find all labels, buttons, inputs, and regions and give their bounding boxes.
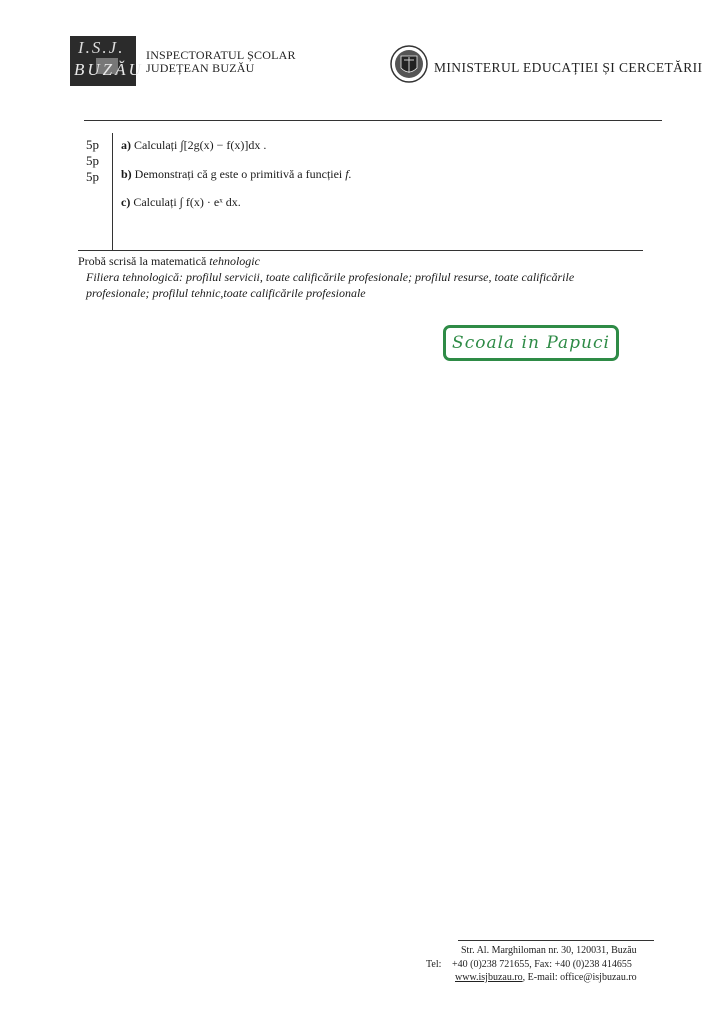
exercise-a-label: a) [121, 138, 131, 152]
footer-website-link[interactable]: www.isjbuzau.ro [455, 972, 523, 983]
exercise-b [121, 167, 352, 182]
exam-filiera: Filiera tehnologică: profilul servicii, toate calificările profesionale; profilul resurse, toate calificările profesionale; profilul tehnic,toate calificările profesionale [86, 270, 575, 300]
inspectorat-line-1: INSPECTORATUL ȘCOLAR [146, 48, 296, 62]
exercise-divider [78, 250, 643, 251]
stamp-text: Scoala in Papuci [452, 333, 610, 353]
isj-logo-initials: I.S.J. [78, 38, 125, 57]
exercise-c [121, 195, 241, 210]
footer-divider [458, 940, 654, 941]
exam-title-profile: tehnologic [209, 254, 260, 268]
exercise-b-function: f. [345, 167, 352, 181]
points-divider [112, 133, 113, 251]
watermark-stamp [443, 325, 619, 361]
coat-of-arms-icon [390, 44, 428, 84]
footer-email: , E-mail: office@isjbuzau.ro [522, 972, 637, 983]
points-c: 5p [86, 169, 99, 184]
header-divider [84, 120, 662, 121]
footer-phones: +40 (0)238 721655, Fax: +40 (0)238 414655 [452, 959, 632, 970]
exercise-a [121, 138, 266, 153]
footer-address: Str. Al. Marghiloman nr. 30, 120031, Buzău [461, 945, 637, 956]
exercise-c-text: Calculați ∫ f(x) · eˣ dx. [133, 195, 241, 209]
isj-logo [70, 36, 144, 86]
footer-tel-label: Tel: [426, 959, 442, 970]
inspectorat-name [146, 49, 296, 75]
exercise-b-text: Demonstrați că g este o primitivă a funcției [134, 167, 343, 181]
points-column [86, 137, 99, 185]
footer-contact [455, 972, 637, 983]
points-a: 5p [86, 137, 99, 152]
exercise-a-text: Calculați ∫[2g(x) − f(x)]dx . [134, 138, 267, 152]
exercise-b-label: b) [121, 167, 132, 181]
isj-logo-city: BUZĂU [74, 60, 144, 79]
points-b: 5p [86, 153, 99, 168]
exercise-c-label: c) [121, 195, 131, 209]
exam-title [78, 254, 260, 269]
inspectorat-line-2: JUDEȚEAN BUZĂU [146, 61, 255, 75]
ministerul-name: MINISTERUL EDUCAȚIEI ȘI CERCETĂRII [434, 60, 703, 75]
exam-title-prefix: Probă scrisă la matematică [78, 254, 207, 268]
